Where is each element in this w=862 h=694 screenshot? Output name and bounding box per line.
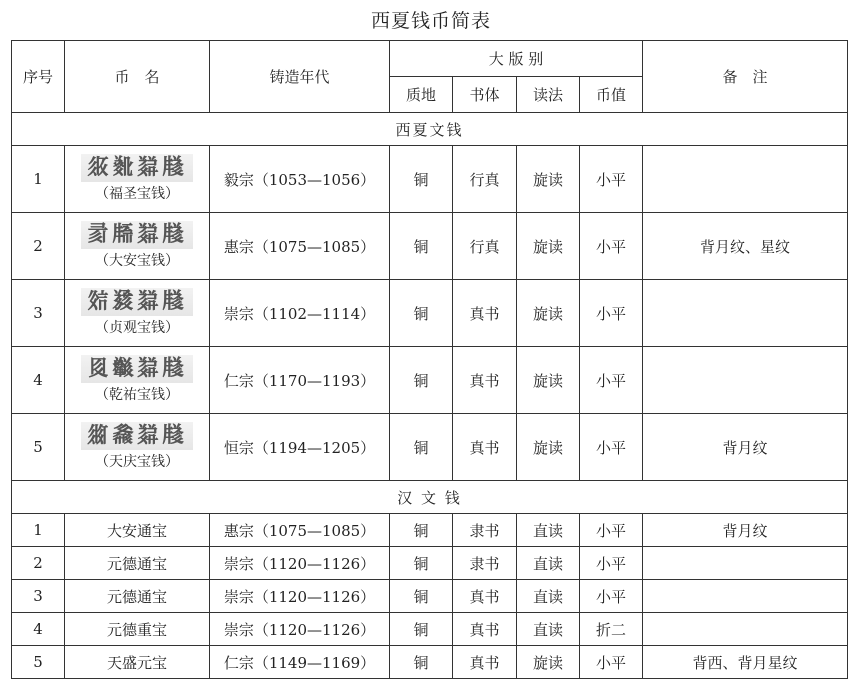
row-script: 真书 [453, 280, 517, 347]
row-reading: 旋读 [517, 414, 580, 481]
row-coin-name: 天盛元宝 [65, 646, 210, 679]
row-coin-name [65, 146, 210, 213]
section-row-tangut [12, 113, 848, 146]
row-script: 真书 [453, 347, 517, 414]
header-reading: 读法 [517, 77, 580, 113]
row-script: 真书 [453, 646, 517, 679]
row-reading: 旋读 [517, 280, 580, 347]
row-seq: 5 [12, 646, 65, 679]
page-title: 西夏钱币简表 [370, 10, 491, 32]
row-seq: 5 [12, 414, 65, 481]
row-reading: 旋读 [517, 347, 580, 414]
row-coin-name: 元德通宝 [65, 547, 210, 580]
header-seq: 序号 [12, 41, 65, 113]
row-reading: 直读 [517, 580, 580, 613]
row-coin-name: 元德重宝 [65, 613, 210, 646]
row-value: 小平 [580, 347, 643, 414]
row-material: 铜 [390, 547, 453, 580]
section-title-chinese: 汉 文 钱 [12, 481, 848, 514]
row-value: 小平 [580, 146, 643, 213]
row-material: 铜 [390, 280, 453, 347]
row-script: 真书 [453, 580, 517, 613]
row-remarks: 背月纹、星纹 [643, 213, 848, 280]
row-seq: 2 [12, 547, 65, 580]
row-reading: 直读 [517, 613, 580, 646]
row-material: 铜 [390, 580, 453, 613]
table-row [12, 580, 848, 613]
row-material: 铜 [390, 514, 453, 547]
row-remarks [643, 280, 848, 347]
header-era: 铸造年代 [210, 41, 390, 113]
row-coin-name [65, 347, 210, 414]
row-reading: 旋读 [517, 146, 580, 213]
row-remarks [643, 613, 848, 646]
table-row [12, 414, 848, 481]
row-era: 惠宗（1075—1085） [210, 514, 390, 547]
row-reading: 旋读 [517, 646, 580, 679]
table-row [12, 646, 848, 679]
row-value: 小平 [580, 646, 643, 679]
header-remarks: 备 注 [643, 41, 848, 113]
row-seq: 3 [12, 580, 65, 613]
row-era: 崇宗（1120—1126） [210, 580, 390, 613]
header-script: 书体 [453, 77, 517, 113]
coin-table [11, 40, 848, 679]
row-coin-name [65, 213, 210, 280]
header-row-1 [12, 41, 848, 77]
row-reading: 直读 [517, 514, 580, 547]
header-value: 币值 [580, 77, 643, 113]
table-row [12, 547, 848, 580]
coin-name-label: （乾祐宝钱） [95, 387, 179, 403]
row-script: 隶书 [453, 514, 517, 547]
row-remarks: 背月纹 [643, 514, 848, 547]
row-era: 崇宗（1120—1126） [210, 547, 390, 580]
row-remarks: 背月纹 [643, 414, 848, 481]
row-era: 毅宗（1053—1056） [210, 146, 390, 213]
row-value: 小平 [580, 580, 643, 613]
section-title-tangut: 西夏文钱 [12, 113, 848, 146]
coin-inscription-image: 𗼕𗾅𘐌𗹦 [81, 422, 193, 450]
row-seq: 1 [12, 514, 65, 547]
row-remarks [643, 580, 848, 613]
row-era: 恒宗（1194—1205） [210, 414, 390, 481]
coin-name-label: （大安宝钱） [95, 253, 179, 269]
row-script: 真书 [453, 414, 517, 481]
row-seq: 4 [12, 347, 65, 414]
table-row [12, 280, 848, 347]
header-material: 质地 [390, 77, 453, 113]
table-row [12, 213, 848, 280]
row-value: 小平 [580, 414, 643, 481]
row-remarks: 背西、背月星纹 [643, 646, 848, 679]
row-material: 铜 [390, 213, 453, 280]
table-row [12, 514, 848, 547]
row-reading: 旋读 [517, 213, 580, 280]
table-row [12, 347, 848, 414]
row-seq: 3 [12, 280, 65, 347]
row-value: 小平 [580, 514, 643, 547]
coin-name-label: （天庆宝钱） [95, 454, 179, 470]
row-value: 小平 [580, 213, 643, 280]
row-script: 行真 [453, 146, 517, 213]
row-remarks [643, 146, 848, 213]
row-coin-name: 大安通宝 [65, 514, 210, 547]
row-reading: 直读 [517, 547, 580, 580]
row-era: 崇宗（1102—1114） [210, 280, 390, 347]
row-era: 崇宗（1120—1126） [210, 613, 390, 646]
coin-inscription-image: 𘛽𗹢𘐌𗹦 [81, 221, 193, 249]
row-material: 铜 [390, 414, 453, 481]
coin-name-label: （福圣宝钱） [95, 186, 179, 202]
row-script: 行真 [453, 213, 517, 280]
row-seq: 1 [12, 146, 65, 213]
row-seq: 4 [12, 613, 65, 646]
coin-name-label: （贞观宝钱） [95, 320, 179, 336]
row-material: 铜 [390, 146, 453, 213]
row-era: 仁宗（1170—1193） [210, 347, 390, 414]
coin-inscription-image: 𗼇𘝯𘐌𗹦 [81, 154, 193, 182]
coin-inscription-image: 𗼻𗯿𘐌𗹦 [81, 288, 193, 316]
row-value: 折二 [580, 613, 643, 646]
row-script: 真书 [453, 613, 517, 646]
row-script: 隶书 [453, 547, 517, 580]
row-coin-name: 元德通宝 [65, 580, 210, 613]
section-row-chinese [12, 481, 848, 514]
row-material: 铜 [390, 347, 453, 414]
header-version-group: 大 版 别 [390, 41, 643, 77]
row-era: 仁宗（1149—1169） [210, 646, 390, 679]
table-row [12, 613, 848, 646]
row-value: 小平 [580, 280, 643, 347]
row-material: 铜 [390, 646, 453, 679]
row-material: 铜 [390, 613, 453, 646]
row-coin-name [65, 414, 210, 481]
table-row [12, 146, 848, 213]
row-seq: 2 [12, 213, 65, 280]
row-era: 惠宗（1075—1085） [210, 213, 390, 280]
header-name: 币 名 [65, 41, 210, 113]
row-remarks [643, 547, 848, 580]
coin-inscription-image: 𘉋𘟩𘐌𗹦 [81, 355, 193, 383]
row-remarks [643, 347, 848, 414]
row-coin-name [65, 280, 210, 347]
row-value: 小平 [580, 547, 643, 580]
